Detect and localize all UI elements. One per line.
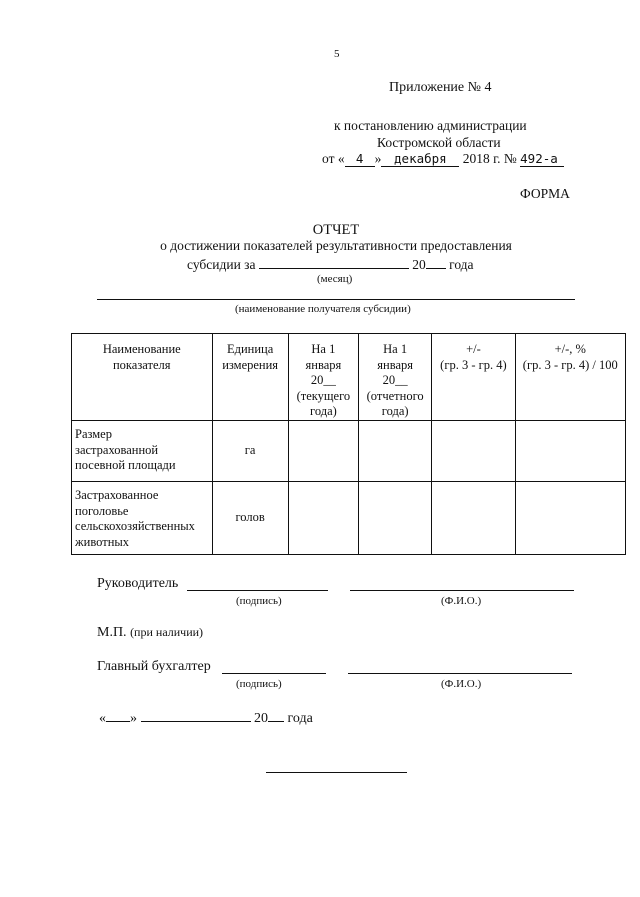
recipient-hint: (наименование получателя субсидии)	[235, 303, 411, 315]
date-year: 2018 г. №	[462, 151, 517, 166]
cell-difference-percent[interactable]	[515, 482, 625, 555]
cell-difference[interactable]	[432, 482, 515, 555]
header-current-year: На 1 января 20__ (текущего года)	[288, 334, 358, 421]
date-open-quote: «	[99, 711, 106, 726]
page-number: 5	[334, 48, 340, 60]
period-year-prefix: 20	[412, 257, 426, 272]
date-month: декабря	[381, 151, 459, 167]
stamp-note: (при наличии)	[130, 625, 204, 639]
table-header-row	[72, 334, 626, 421]
appendix-title: Приложение № 4	[389, 80, 492, 95]
recipient-line[interactable]	[97, 299, 575, 300]
report-subtitle: о достижении показателей результативности предоставления	[160, 238, 512, 253]
date-mid: »	[374, 151, 382, 166]
period-suffix: года	[449, 257, 474, 272]
appendix-line-2: Костромской области	[377, 135, 501, 150]
accountant-signature-hint: (подпись)	[236, 678, 282, 690]
cell-current-year[interactable]	[288, 421, 358, 482]
accountant-label: Главный бухгалтер	[97, 659, 211, 674]
header-indicator-name: Наименование показателя	[72, 334, 213, 421]
row-indicator-name: Застрахованное поголовье сельскохозяйственных животных	[72, 482, 213, 555]
table-row	[72, 421, 626, 482]
indicators-table	[71, 333, 626, 555]
cell-difference[interactable]	[432, 421, 515, 482]
cell-current-year[interactable]	[288, 482, 358, 555]
stamp-line	[97, 625, 203, 641]
report-title: ОТЧЕТ	[312, 222, 360, 238]
appendix-date-line	[322, 151, 564, 167]
date-month-field[interactable]	[141, 707, 251, 722]
cell-reporting-year[interactable]	[359, 482, 432, 555]
stamp-label: М.П.	[97, 625, 127, 640]
row-unit: голов	[212, 482, 288, 555]
table-row	[72, 482, 626, 555]
head-fio-line[interactable]	[350, 590, 574, 591]
head-signature-line[interactable]	[187, 590, 328, 591]
head-label: Руководитель	[97, 576, 179, 591]
accountant-signature-line[interactable]	[222, 673, 326, 674]
period-year-field[interactable]	[426, 254, 446, 269]
date-year-prefix: 20	[254, 711, 268, 726]
header-unit: Единица измерения	[212, 334, 288, 421]
date-suffix: года	[287, 711, 313, 726]
signature-date-line	[99, 707, 313, 727]
row-unit: га	[212, 421, 288, 482]
date-day-field[interactable]	[106, 707, 130, 722]
header-difference-percent: +/-, % (гр. 3 - гр. 4) / 100	[515, 334, 625, 421]
period-prefix: субсидии за	[187, 257, 256, 272]
row-indicator-name: Размер застрахованной посевной площади	[72, 421, 213, 482]
cell-reporting-year[interactable]	[359, 421, 432, 482]
accountant-fio-line[interactable]	[348, 673, 572, 674]
header-reporting-year: На 1 января 20__ (отчетного года)	[359, 334, 432, 421]
header-difference: +/- (гр. 3 - гр. 4)	[432, 334, 515, 421]
cell-difference-percent[interactable]	[515, 421, 625, 482]
period-month-field[interactable]	[259, 254, 409, 269]
date-prefix: от «	[322, 151, 345, 166]
appendix-line-1: к постановлению администрации	[334, 118, 527, 133]
form-label: ФОРМА	[520, 186, 570, 201]
head-fio-hint: (Ф.И.О.)	[441, 595, 482, 607]
date-day: 4	[345, 151, 375, 167]
head-signature-hint: (подпись)	[236, 595, 282, 607]
date-year-field[interactable]	[268, 707, 284, 722]
date-number: 492-а	[520, 151, 564, 167]
accountant-fio-hint: (Ф.И.О.)	[441, 678, 482, 690]
date-close-quote: »	[130, 711, 137, 726]
closing-divider	[266, 772, 407, 773]
period-hint: (месяц)	[317, 273, 353, 285]
report-period-line	[187, 254, 474, 273]
